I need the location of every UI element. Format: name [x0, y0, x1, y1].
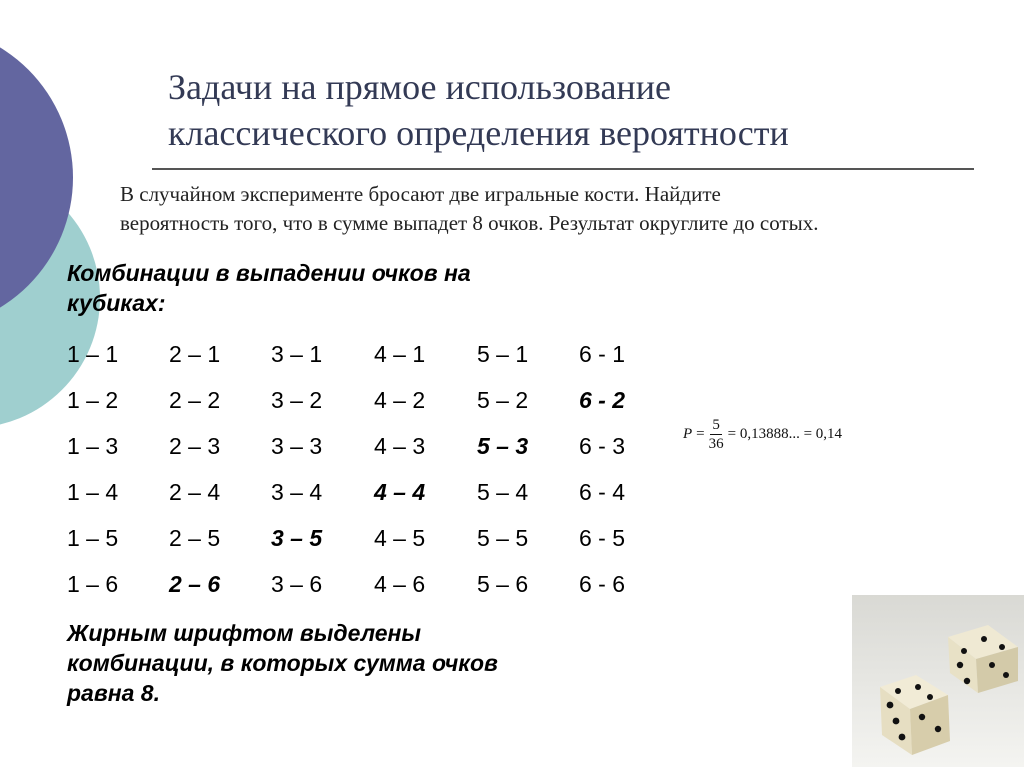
formula-variable: P — [683, 425, 693, 442]
formula-equals: = — [696, 425, 705, 442]
combination-cell: 5 – 1 — [477, 341, 529, 367]
combination-cell-highlighted: 4 – 4 — [374, 479, 426, 505]
title-divider — [152, 168, 974, 170]
combination-cell: 1 – 4 — [67, 479, 119, 505]
footer-note-line: комбинации, в которых сумма очков — [67, 650, 498, 676]
combination-cell-highlighted: 2 – 6 — [169, 571, 221, 597]
combination-cell: 3 – 3 — [271, 433, 323, 459]
combinations-heading-line: кубиках: — [67, 290, 166, 316]
combination-cell-highlighted: 6 - 2 — [579, 387, 626, 413]
combination-cell: 5 – 2 — [477, 387, 529, 413]
combination-cell: 6 - 1 — [579, 341, 626, 367]
combination-cell: 5 – 6 — [477, 571, 529, 597]
slide-title — [168, 64, 968, 156]
slide-title-line: классического определения вероятности — [168, 113, 789, 153]
problem-line: В случайном эксперименте бросают две игральные кости. Найдите — [120, 182, 721, 206]
combination-cell: 2 – 5 — [169, 525, 221, 551]
combination-cell: 6 - 5 — [579, 525, 626, 551]
footer-note — [67, 618, 657, 708]
combination-cell: 3 – 1 — [271, 341, 323, 367]
combination-cell: 6 - 3 — [579, 433, 626, 459]
combination-cell: 4 – 2 — [374, 387, 426, 413]
probability-formula — [683, 408, 842, 460]
footer-note-line: Жирным шрифтом выделены — [67, 620, 422, 646]
formula-numerator: 5 — [712, 416, 720, 433]
combination-cell: 4 – 3 — [374, 433, 426, 459]
combination-cell: 5 – 4 — [477, 479, 529, 505]
combination-cell: 3 – 2 — [271, 387, 323, 413]
problem-line: вероятность того, что в сумме выпадет 8 очков. Результат округлите до сотых. — [120, 211, 819, 235]
combination-cell: 4 – 6 — [374, 571, 426, 597]
combination-cell: 2 – 4 — [169, 479, 221, 505]
combination-cell: 6 - 4 — [579, 479, 626, 505]
combination-cell: 1 – 6 — [67, 571, 119, 597]
combination-cell: 1 – 5 — [67, 525, 119, 551]
combination-cell: 1 – 2 — [67, 387, 119, 413]
combination-cell: 2 – 2 — [169, 387, 221, 413]
problem-statement — [120, 180, 1000, 238]
formula-result: = 0,13888... = 0,14 — [727, 425, 843, 442]
slide-title-line: Задачи на прямое использование — [168, 67, 671, 107]
combinations-heading — [67, 258, 647, 318]
dice-icon — [852, 595, 1024, 767]
combination-cell: 3 – 4 — [271, 479, 323, 505]
combination-cell: 1 – 3 — [67, 433, 119, 459]
combinations-heading-line: Комбинации в выпадении очков на — [67, 260, 471, 286]
formula-denominator: 36 — [708, 435, 724, 452]
combination-cell-highlighted: 5 – 3 — [477, 433, 529, 459]
combination-cell-highlighted: 3 – 5 — [271, 525, 323, 551]
combination-cell: 5 – 5 — [477, 525, 529, 551]
combination-cell: 1 – 1 — [67, 341, 119, 367]
combination-cell: 3 – 6 — [271, 571, 323, 597]
formula-fraction — [709, 416, 724, 453]
combination-cell: 2 – 1 — [169, 341, 221, 367]
footer-note-line: равна 8. — [67, 680, 160, 706]
combination-cell: 6 - 6 — [579, 571, 626, 597]
combination-cell: 4 – 1 — [374, 341, 426, 367]
combination-cell: 2 – 3 — [169, 433, 221, 459]
combination-cell: 4 – 5 — [374, 525, 426, 551]
